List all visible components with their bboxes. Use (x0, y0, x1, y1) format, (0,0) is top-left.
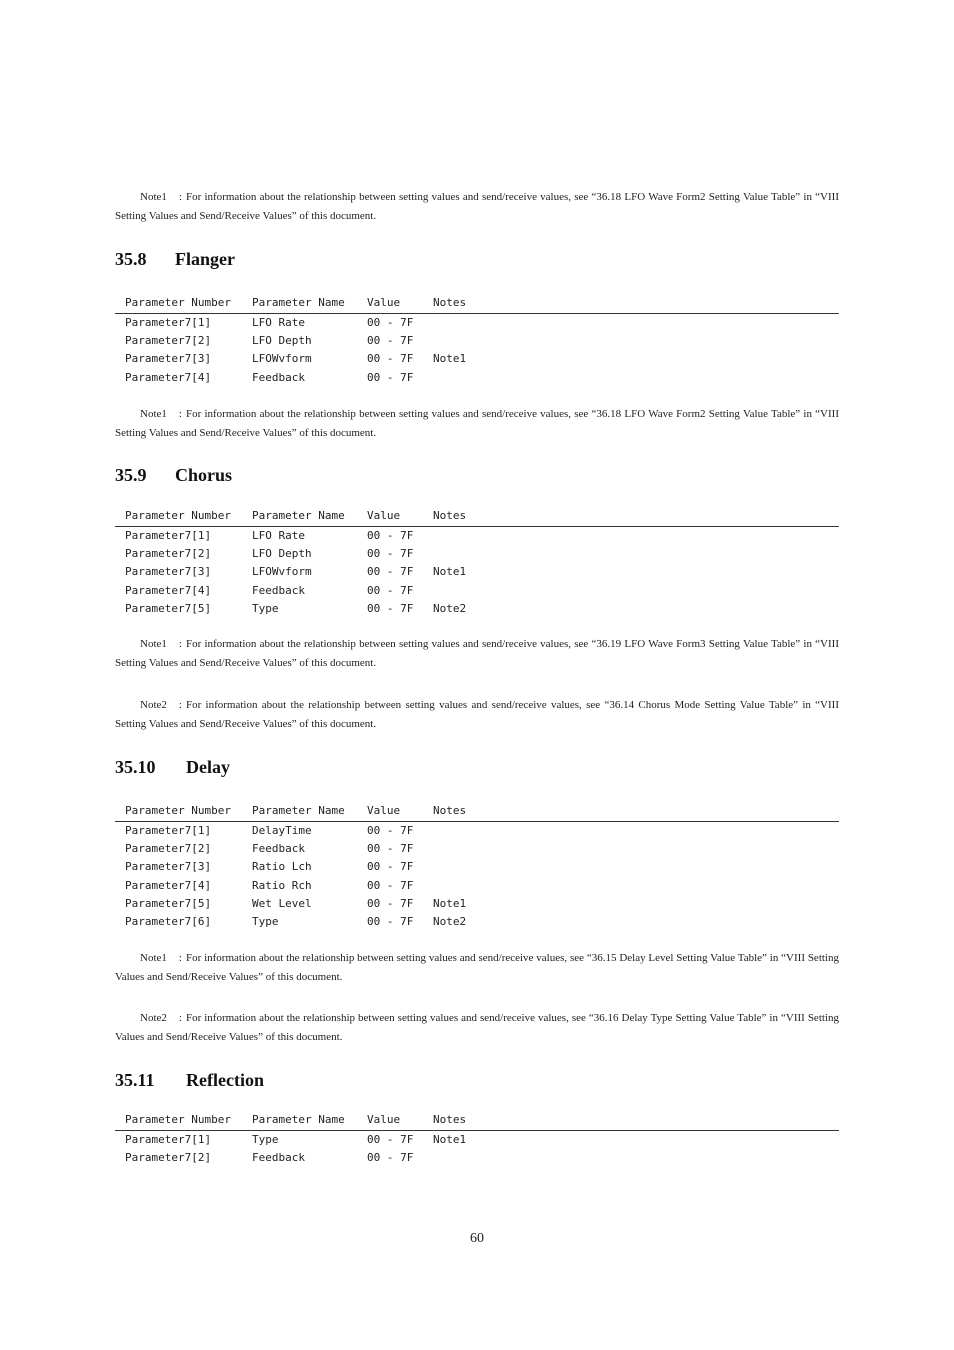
table-row (115, 1131, 839, 1149)
table-row (115, 527, 839, 545)
parameter-table-reflection (115, 1111, 839, 1167)
cell-parameter-name: LFOWvform (252, 565, 312, 579)
table-body (115, 314, 839, 387)
note-colon: : (178, 1012, 182, 1024)
section-heading-reflection (115, 1070, 264, 1091)
note-text: For information about the relationship between setting values and send/receive values, see “36.18 LFO Wave Form2 Setting Value Table” in “VIII Setting Values and Send/Receive Values” of this document. (115, 408, 839, 439)
cell-value: 00 - 7F (367, 842, 414, 856)
section-heading-flanger (115, 249, 235, 270)
note-colon: : (178, 191, 182, 203)
note-text: For information about the relationship between setting values and send/receive values, see “36.15 Delay Level Setting Value Table” in “VIII Setting Values and Send/Receive Values” of this document. (115, 952, 839, 983)
section-title: Chorus (175, 465, 233, 485)
cell-parameter-name: Feedback (252, 1151, 305, 1165)
header-parameter-number: Parameter Number (125, 296, 231, 309)
cell-notes: Note1 (433, 352, 467, 366)
table-row (115, 314, 839, 332)
header-value: Value (367, 804, 401, 817)
note-paragraph (115, 405, 839, 443)
header-parameter-name: Parameter Name (252, 1113, 345, 1126)
note-text: For information about the relationship between setting values and send/receive values, see “36.19 LFO Wave Form3 Setting Value Table” in “VIII Setting Values and Send/Receive Values” of this document. (115, 638, 839, 669)
table-header-row (115, 802, 839, 822)
table-row (115, 913, 839, 931)
section-title: Delay (186, 757, 230, 777)
note-text: For information about the relationship between setting values and send/receive values, see “36.14 Chorus Mode Setting Value Table” in “VIII Setting Values and Send/Receive Values” of this document. (115, 699, 839, 730)
cell-parameter-number: Parameter7[3] (125, 860, 212, 874)
cell-value: 00 - 7F (367, 583, 414, 597)
note-paragraph (115, 696, 839, 734)
cell-value: 00 - 7F (367, 878, 414, 892)
table-body (115, 822, 839, 931)
cell-notes: Note2 (433, 601, 467, 615)
table-header-row (115, 1111, 839, 1131)
cell-parameter-number: Parameter7[6] (125, 914, 212, 928)
table-body (115, 1131, 839, 1167)
note-paragraph (115, 635, 839, 673)
table-row (115, 895, 839, 913)
cell-parameter-number: Parameter7[3] (125, 352, 212, 366)
cell-parameter-name: Ratio Rch (252, 878, 312, 892)
header-notes: Notes (433, 1113, 467, 1126)
cell-parameter-name: Ratio Lch (252, 860, 312, 874)
cell-notes: Note1 (433, 1133, 467, 1146)
cell-value: 00 - 7F (367, 370, 414, 384)
note-colon: : (178, 699, 182, 711)
cell-value: 00 - 7F (367, 316, 414, 329)
cell-parameter-name: LFO Depth (252, 547, 312, 561)
header-parameter-number: Parameter Number (125, 804, 231, 817)
cell-notes: Note1 (433, 565, 467, 579)
cell-parameter-name: Wet Level (252, 896, 312, 910)
section-number: 35.10 (115, 757, 156, 777)
cell-value: 00 - 7F (367, 1133, 414, 1146)
section-title: Reflection (186, 1070, 264, 1090)
section-heading-chorus (115, 465, 232, 486)
cell-parameter-name: DelayTime (252, 824, 312, 837)
table-row (115, 840, 839, 858)
cell-parameter-name: LFO Rate (252, 529, 305, 542)
header-value: Value (367, 296, 401, 309)
note-paragraph (115, 1009, 839, 1047)
header-notes: Notes (433, 509, 467, 522)
cell-parameter-number: Parameter7[2] (125, 547, 212, 561)
header-value: Value (367, 509, 401, 522)
cell-parameter-name: LFO Rate (252, 316, 305, 329)
cell-value: 00 - 7F (367, 529, 414, 542)
cell-value: 00 - 7F (367, 601, 414, 615)
header-parameter-name: Parameter Name (252, 804, 345, 817)
header-parameter-number: Parameter Number (125, 1113, 231, 1126)
table-row (115, 600, 839, 618)
section-number: 35.8 (115, 249, 147, 269)
header-parameter-number: Parameter Number (125, 509, 231, 522)
header-notes: Notes (433, 804, 467, 817)
cell-parameter-name: Type (252, 601, 279, 615)
note-paragraph (115, 188, 839, 226)
table-row (115, 877, 839, 895)
table-row (115, 332, 839, 350)
cell-value: 00 - 7F (367, 860, 414, 874)
cell-parameter-number: Parameter7[1] (125, 824, 212, 837)
cell-value: 00 - 7F (367, 824, 414, 837)
note-colon: : (178, 408, 182, 420)
section-heading-delay (115, 757, 230, 778)
header-notes: Notes (433, 296, 467, 309)
parameter-table-delay (115, 802, 839, 931)
parameter-table-flanger (115, 294, 839, 387)
note-colon: : (178, 638, 182, 650)
cell-parameter-name: Feedback (252, 370, 305, 384)
table-header-row (115, 507, 839, 527)
cell-parameter-number: Parameter7[1] (125, 529, 212, 542)
table-row (115, 822, 839, 840)
cell-parameter-number: Parameter7[4] (125, 583, 212, 597)
cell-parameter-name: Type (252, 1133, 279, 1146)
cell-parameter-number: Parameter7[2] (125, 842, 212, 856)
note-text: For information about the relationship between setting values and send/receive values, see “36.18 LFO Wave Form2 Setting Value Table” in “VIII Setting Values and Send/Receive Values” of this document. (115, 191, 839, 222)
cell-parameter-number: Parameter7[5] (125, 896, 212, 910)
table-row (115, 582, 839, 600)
table-row (115, 350, 839, 368)
note-paragraph (115, 949, 839, 987)
note-label: Note1 (140, 191, 167, 203)
header-parameter-name: Parameter Name (252, 296, 345, 309)
cell-parameter-number: Parameter7[4] (125, 370, 212, 384)
cell-value: 00 - 7F (367, 352, 414, 366)
header-value: Value (367, 1113, 401, 1126)
cell-parameter-number: Parameter7[5] (125, 601, 212, 615)
table-row (115, 858, 839, 876)
table-body (115, 527, 839, 618)
cell-parameter-name: Type (252, 914, 279, 928)
cell-parameter-number: Parameter7[2] (125, 334, 212, 348)
cell-notes: Note1 (433, 896, 467, 910)
section-number: 35.9 (115, 465, 147, 485)
cell-parameter-number: Parameter7[4] (125, 878, 212, 892)
page-number: 60 (470, 1231, 484, 1246)
note-colon: : (178, 952, 182, 964)
cell-value: 00 - 7F (367, 914, 414, 928)
header-parameter-name: Parameter Name (252, 509, 345, 522)
cell-value: 00 - 7F (367, 1151, 414, 1165)
parameter-table-chorus (115, 507, 839, 618)
note-text: For information about the relationship between setting values and send/receive values, see “36.16 Delay Type Setting Value Table” in “VIII Setting Values and Send/Receive Values” of this document. (115, 1012, 839, 1043)
cell-parameter-number: Parameter7[3] (125, 565, 212, 579)
table-row (115, 1149, 839, 1167)
cell-parameter-name: LFOWvform (252, 352, 312, 366)
cell-parameter-name: LFO Depth (252, 334, 312, 348)
table-row (115, 545, 839, 563)
cell-value: 00 - 7F (367, 334, 414, 348)
cell-parameter-number: Parameter7[1] (125, 316, 212, 329)
cell-value: 00 - 7F (367, 565, 414, 579)
cell-parameter-name: Feedback (252, 583, 305, 597)
table-header-row (115, 294, 839, 314)
cell-parameter-number: Parameter7[2] (125, 1151, 212, 1165)
note-label: Note1 (140, 952, 167, 964)
cell-notes: Note2 (433, 914, 467, 928)
note-label: Note1 (140, 408, 167, 420)
note-label: Note2 (140, 1012, 167, 1024)
cell-value: 00 - 7F (367, 896, 414, 910)
table-row (115, 563, 839, 581)
cell-value: 00 - 7F (367, 547, 414, 561)
note-label: Note1 (140, 638, 167, 650)
cell-parameter-number: Parameter7[1] (125, 1133, 212, 1146)
table-row (115, 369, 839, 387)
section-title: Flanger (175, 249, 235, 269)
cell-parameter-name: Feedback (252, 842, 305, 856)
section-number: 35.11 (115, 1070, 155, 1090)
note-label: Note2 (140, 699, 167, 711)
